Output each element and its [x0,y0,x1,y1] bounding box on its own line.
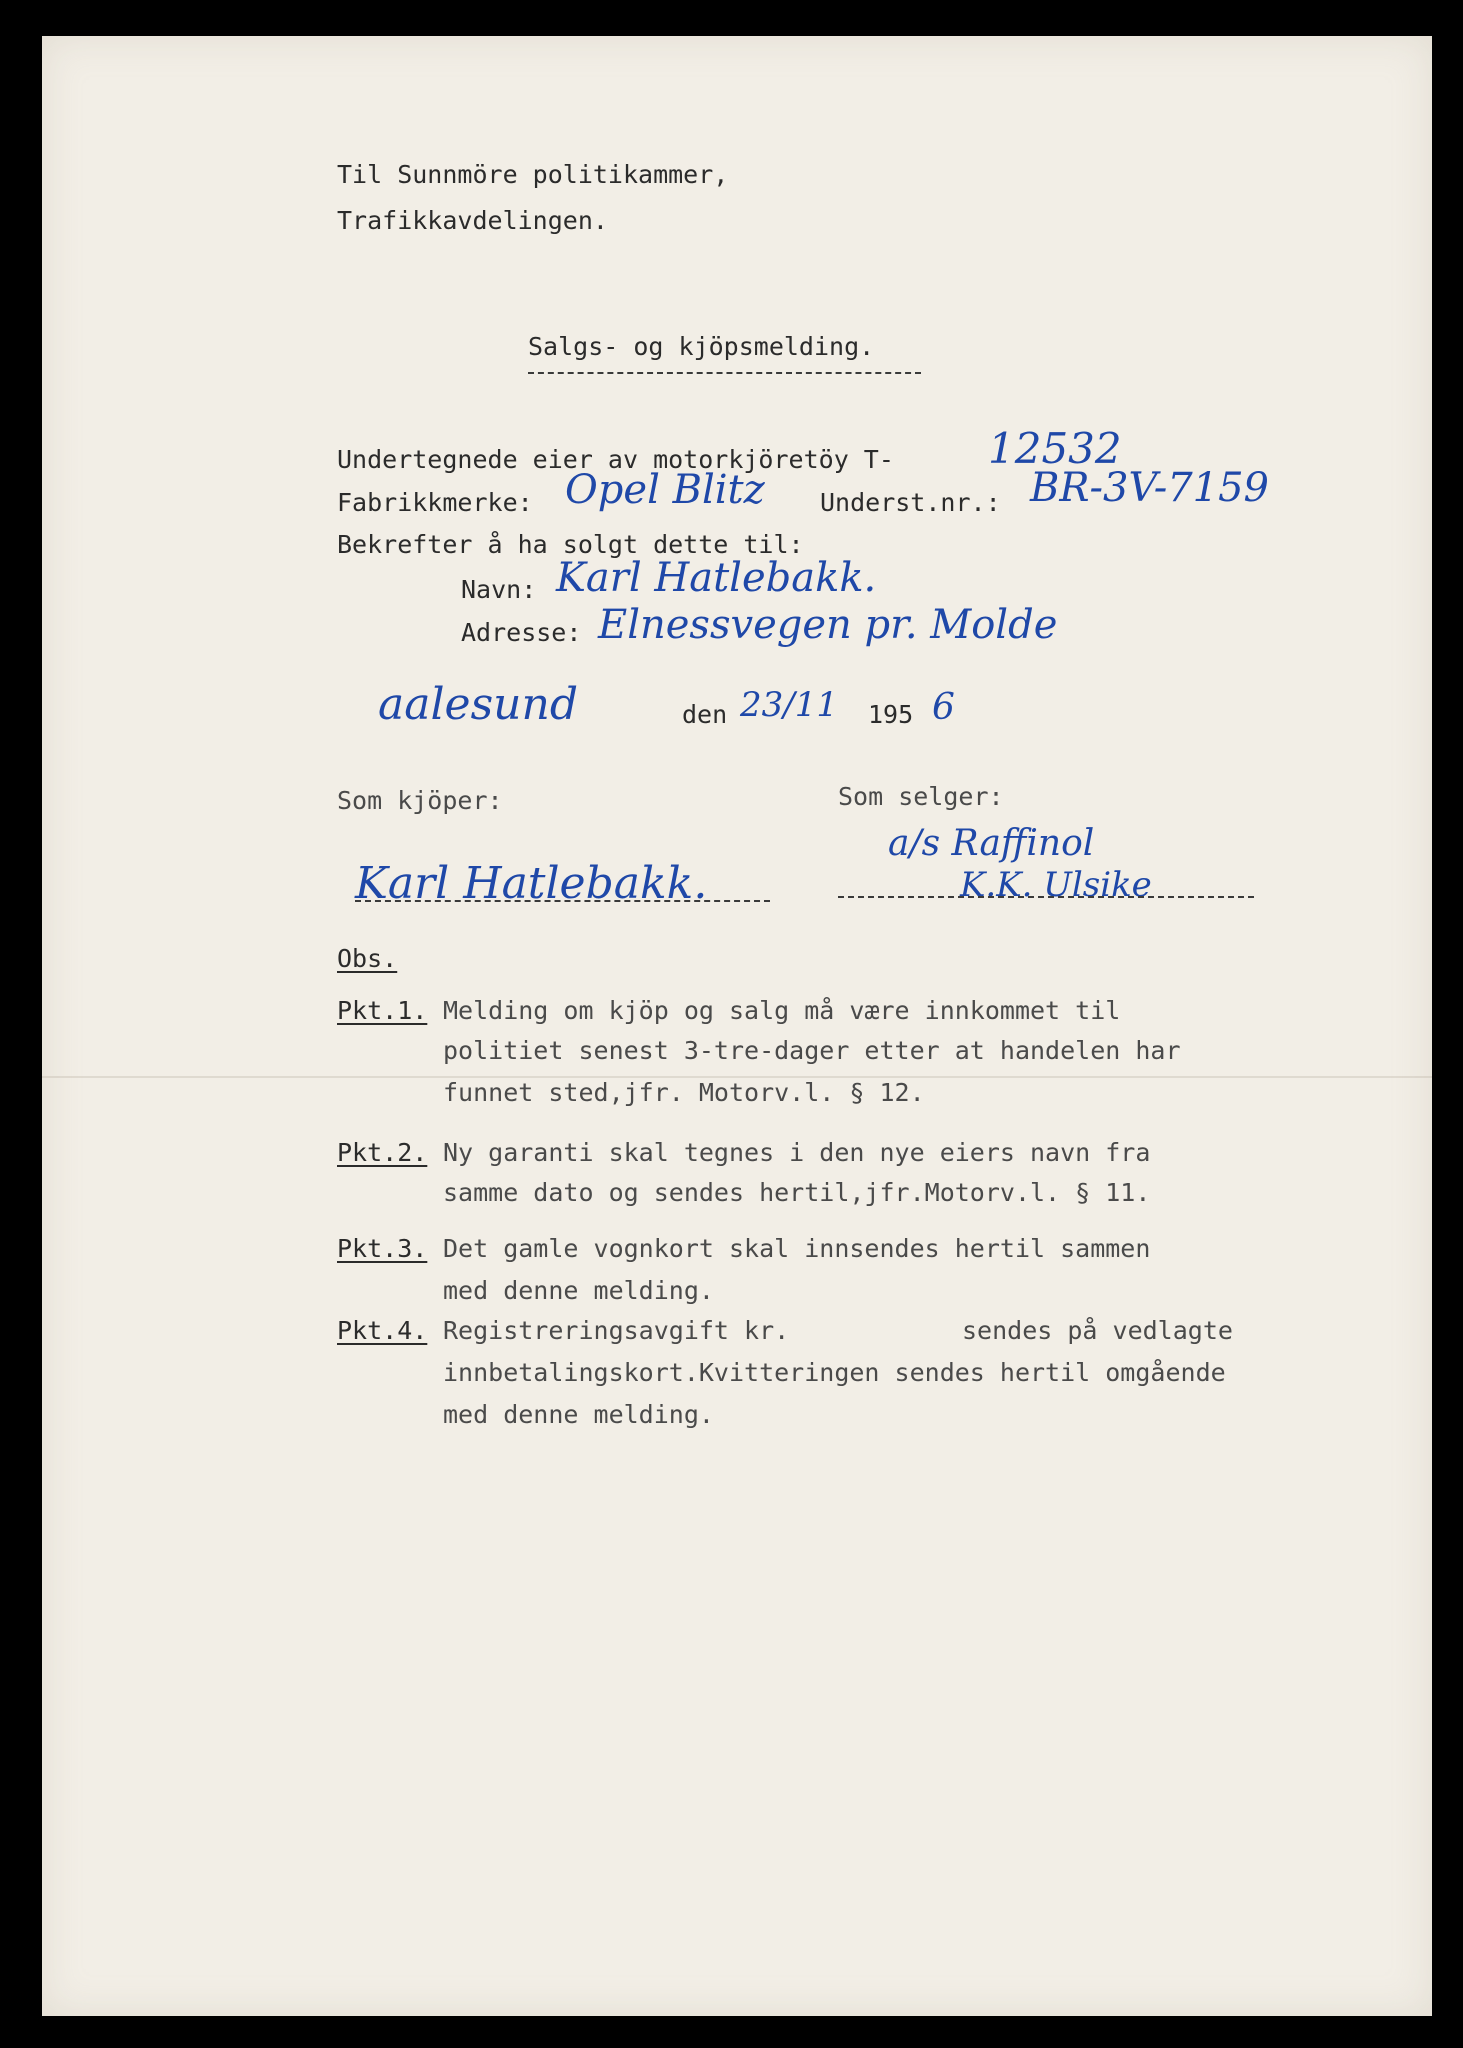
pkt1-line-2: politiet senest 3-tre-dager etter at handelen har [443,1036,1181,1065]
pkt4-line-2: innbetalingskort.Kvitteringen sendes hertil omgående [443,1358,1226,1387]
seller-signature-line1: a/s Raffinol [888,823,1095,864]
pkt4-label: Pkt.4. [337,1316,428,1345]
seller-signature-rule [838,896,1254,898]
pkt1-line-1: Melding om kjöp og salg må være innkommet til [443,996,1121,1025]
document-title: Salgs- og kjöpsmelding. [528,332,875,361]
seller-signature-line2: K.K. Ulsike [960,865,1152,905]
pkt3-label: Pkt.3. [337,1234,428,1263]
year-handwritten: 6 [932,687,955,728]
confirm-label: Bekrefter å ha solgt dette til: [337,530,804,559]
chassis-value: BR-3V-7159 [1030,465,1270,511]
owner-value: 12532 [988,424,1122,473]
pkt3-line-1: Det gamle vognkort skal innsendes hertil sammen [443,1234,1151,1263]
pkt2-line-2: samme dato og sendes hertil,jfr.Motorv.l. § 11. [443,1178,1151,1207]
pkt4-line-1b: sendes på vedlagte [962,1316,1233,1345]
recipient-line-2: Trafikkavdelingen. [337,206,608,235]
pkt2-line-1: Ny garanti skal tegnes i den nye eiers navn fra [443,1138,1151,1167]
seller-label: Som selger: [838,782,1004,811]
obs-heading: Obs. [337,944,398,973]
owner-label: Undertegnede eier av motorkjöretöy T- [337,445,894,474]
address-label: Adresse: [461,618,582,647]
date-value: 23/11 [740,685,838,725]
recipient-line-1: Til Sunnmöre politikammer, [337,160,729,189]
pkt2-label: Pkt.2. [337,1138,428,1167]
buyer-signature-line [355,900,770,902]
place-value: aalesund [378,679,578,730]
title-underline [528,372,921,374]
pkt1-label: Pkt.1. [337,996,428,1025]
chassis-label: Underst.nr.: [820,488,1001,517]
buyer-signature: Karl Hatlebakk. [355,858,708,909]
pkt4-line-1a: Registreringsavgift kr. [443,1316,790,1345]
make-label: Fabrikkmerke: [337,488,533,517]
pkt4-line-3: med denne melding. [443,1400,714,1429]
name-value: Karl Hatlebakk. [556,555,877,601]
year-printed: 195 [868,700,914,729]
buyer-label: Som kjöper: [337,786,503,815]
address-value: Elnessvegen pr. Molde [598,602,1058,648]
make-value: Opel Blitz [565,467,765,513]
date-label: den [682,700,728,729]
pkt3-line-2: med denne melding. [443,1276,714,1305]
name-label: Navn: [461,575,537,604]
pkt1-line-3: funnet sted,jfr. Motorv.l. § 12. [443,1078,925,1107]
